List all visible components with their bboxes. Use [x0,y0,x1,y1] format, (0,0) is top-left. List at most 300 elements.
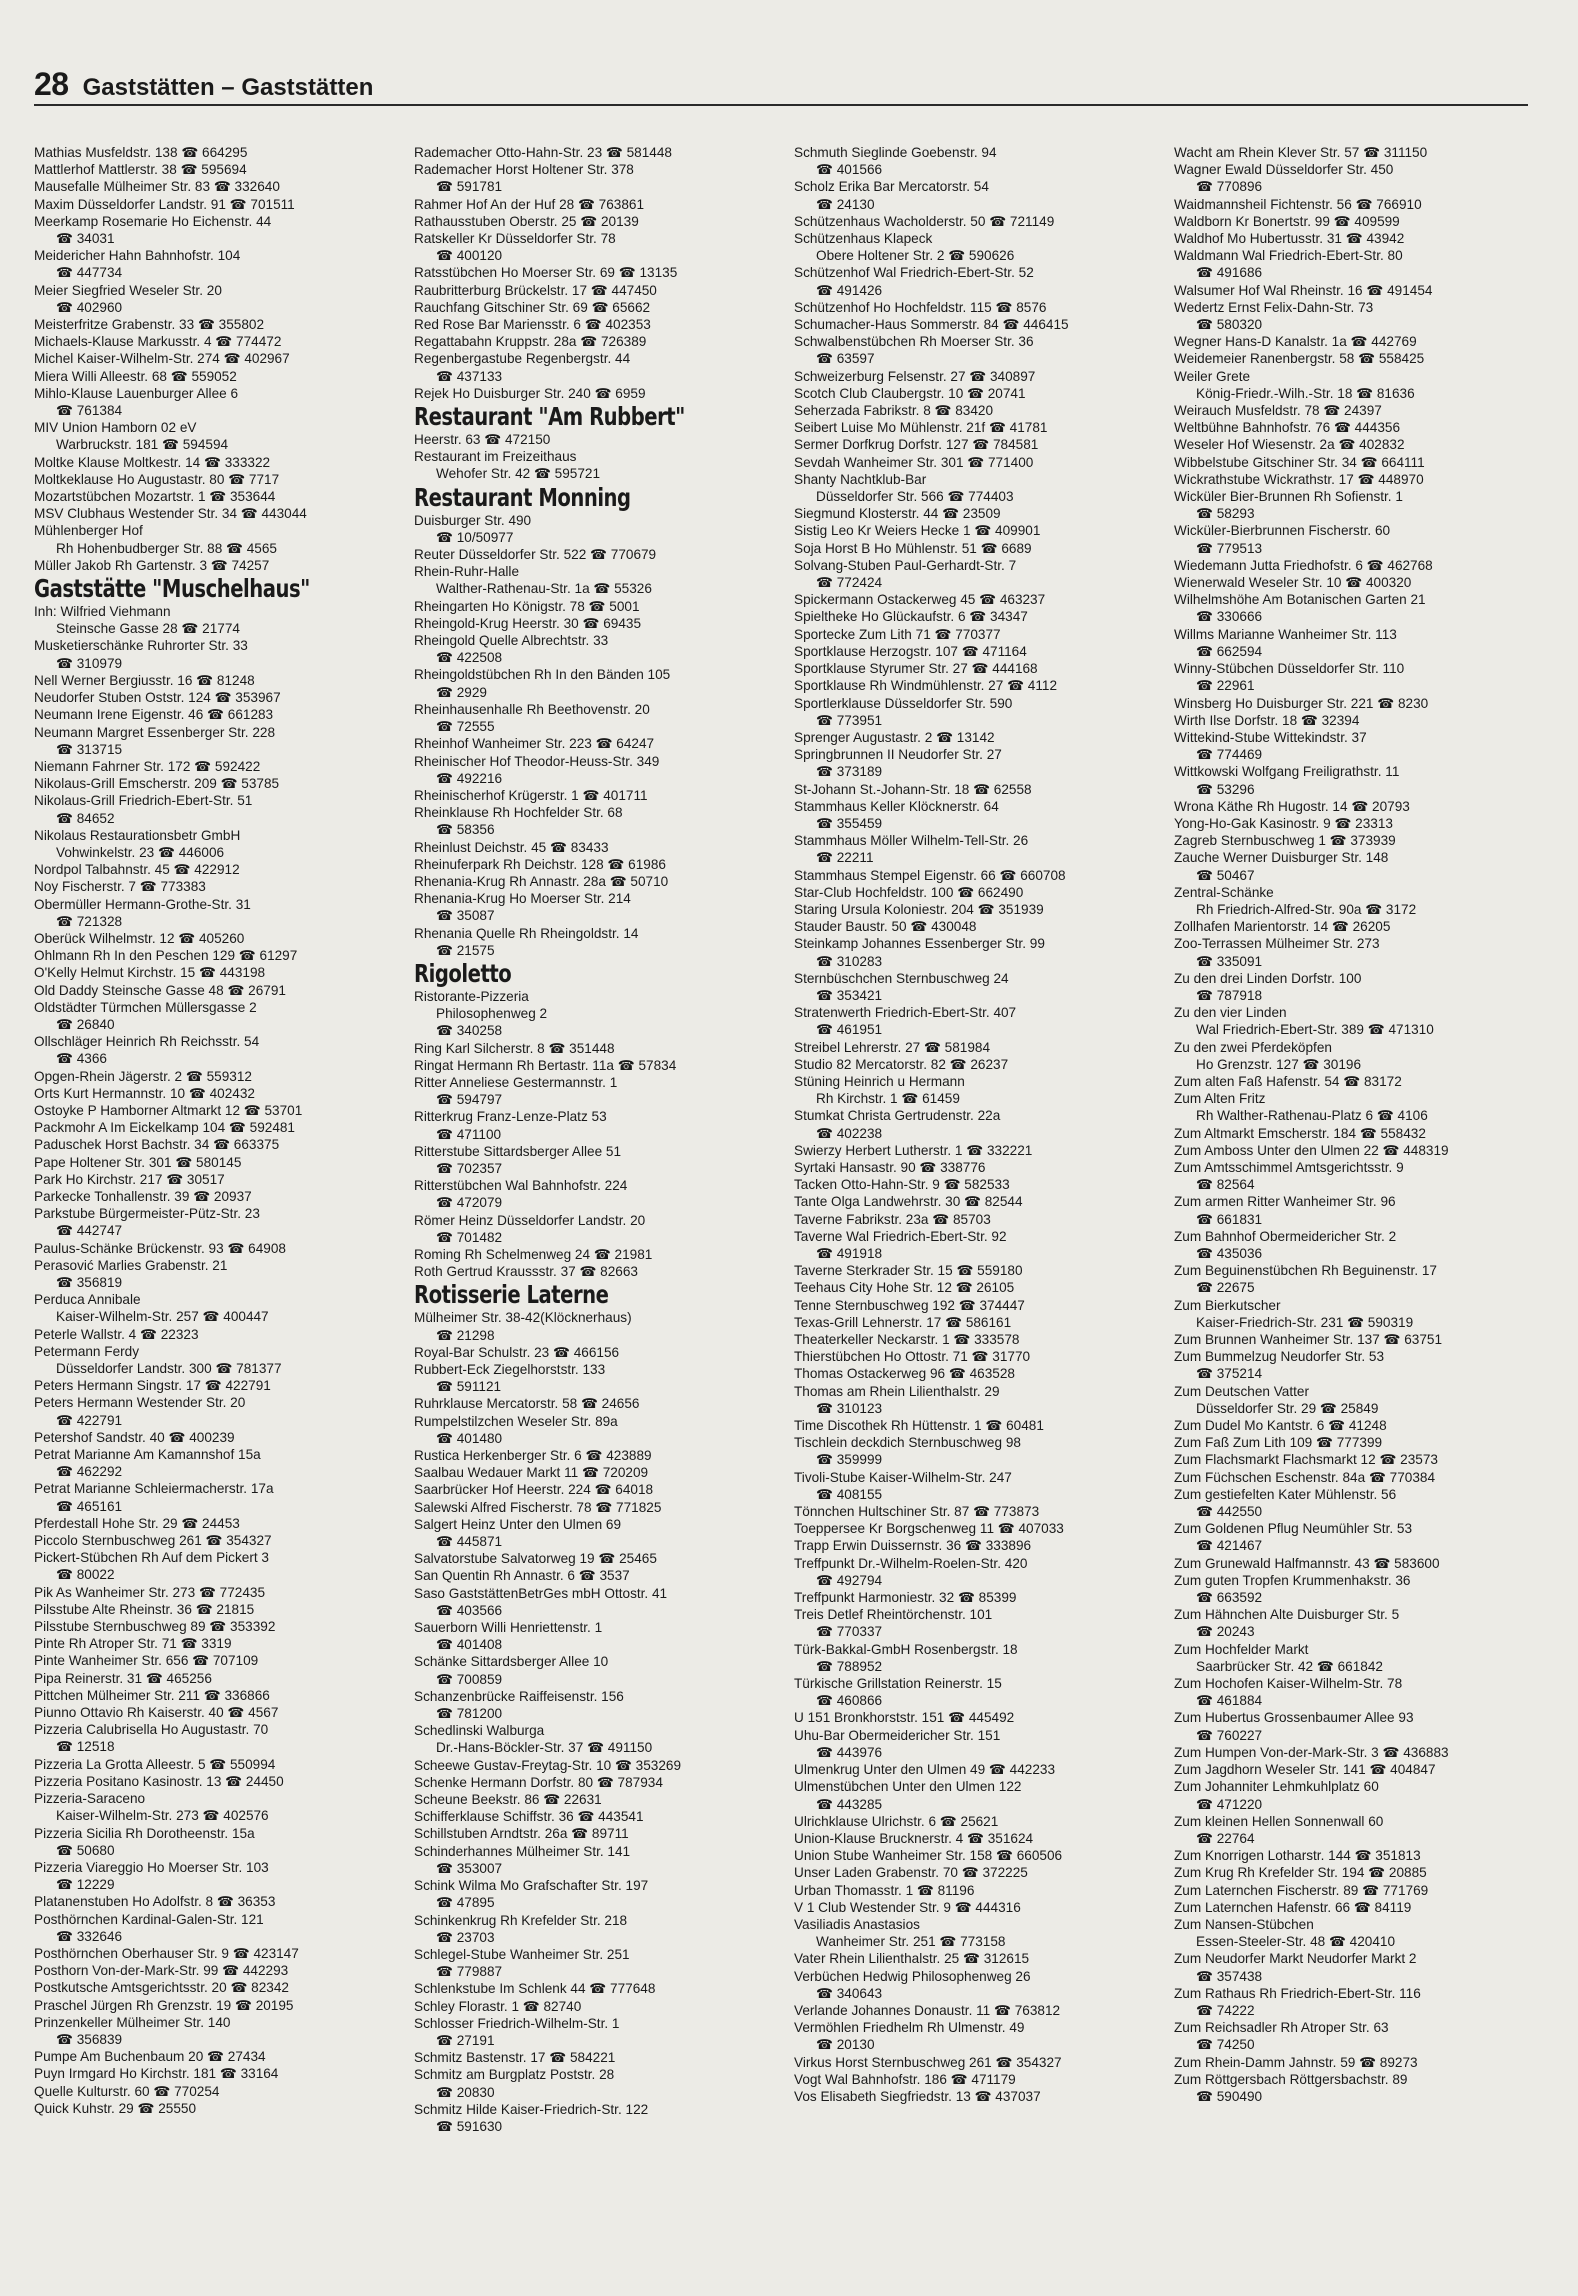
listing-entry: V 1 Club Westender Str. 9 ☎ 444316 [794,1899,1021,1915]
listing-entry-continuation: ☎ 421467 [1196,1538,1263,1554]
listing-entry: Wicküler Bier-Brunnen Rh Sofienstr. 1 [1174,489,1403,505]
listing-entry: Perasović Marlies Grabenstr. 21 [34,1257,228,1273]
listing-entry: Ulrichklause Ulrichstr. 6 ☎ 25621 [794,1813,999,1829]
listing-entry: Star-Club Hochfeldstr. 100 ☎ 662490 [794,884,1024,900]
listing-entry: Schenke Hermann Dorfstr. 80 ☎ 787934 [414,1774,663,1790]
listing-entry: Stüning Heinrich u Hermann [794,1073,965,1089]
listing-entry: Piunno Ottavio Rh Kaiserstr. 40 ☎ 4567 [34,1705,279,1721]
listing-entry-continuation: ☎ 80022 [56,1567,115,1583]
listing-entry: Stammhaus Möller Wilhelm-Tell-Str. 26 [794,833,1029,849]
listing-entry: Mattlerhof Mattlerstr. 38 ☎ 595694 [34,162,247,178]
listing-entry: Miera Willi Alleestr. 68 ☎ 559052 [34,368,237,384]
listing-entry: Rheingold Quelle Albrechtstr. 33 [414,633,609,649]
listing-entry: Zum Altmarkt Emscherstr. 184 ☎ 558432 [1174,1125,1426,1141]
listing-entry: Old Daddy Steinsche Gasse 48 ☎ 26791 [34,982,286,998]
listing-entry: Tenne Sternbuschweg 192 ☎ 374447 [794,1297,1025,1313]
listing-entry-continuation: ☎ 58293 [1196,506,1255,522]
listing-entry: Rheinischer Hof Theodor-Heuss-Str. 349 [414,753,660,769]
listing-entry: Schley Florastr. 1 ☎ 82740 [414,1998,582,2014]
listing-entry: Parkecke Tonhallenstr. 39 ☎ 20937 [34,1188,252,1204]
listing-entry: Mozartstübchen Mozartstr. 1 ☎ 353644 [34,489,276,505]
listing-entry-continuation: ☎ 443976 [816,1744,883,1760]
listing-entry-continuation: ☎ 340258 [436,1023,503,1039]
listing-entry: Vater Rhein Lilienthalstr. 25 ☎ 312615 [794,1951,1030,1967]
listing-entry: Paduschek Horst Bachstr. 34 ☎ 663375 [34,1137,280,1153]
listing-entry: Zauche Werner Duisburger Str. 148 [1174,850,1389,866]
listing-entry: Peters Hermann Westender Str. 20 [34,1395,246,1411]
listing-entry: Schinkenkrug Rh Krefelder Str. 218 [414,1912,628,1928]
display-ad-heading: Gaststätte "Muschelhaus" [34,574,310,604]
listing-entry: Wegner Hans-D Kanalstr. 1a ☎ 442769 [1174,334,1417,350]
listing-entry: Schanzenbrücke Raiffeisenstr. 156 [414,1688,624,1704]
listing-entry: Wibbelstube Gitschiner Str. 34 ☎ 664111 [1174,454,1425,470]
listing-entry: Nikolaus-Grill Emscherstr. 209 ☎ 53785 [34,776,280,792]
listing-entry-continuation: ☎ 310283 [816,953,883,969]
listing-entry: Ring Karl Silcherstr. 8 ☎ 351448 [414,1040,615,1056]
listing-entry-continuation: Dr.-Hans-Böckler-Str. 37 ☎ 491150 [436,1740,653,1756]
listing-entry-continuation: ☎ 74222 [1196,2002,1255,2018]
page-header [34,66,1528,106]
listing-entry-continuation: Kaiser-Wilhelm-Str. 273 ☎ 402576 [56,1808,269,1824]
display-ad-heading: Rotisserie Laterne [414,1280,609,1310]
listing-entry: Weiler Grete [1174,368,1251,384]
listing-entry: Zum Hochfelder Markt [1174,1641,1309,1657]
listing-entry-continuation: ☎ 20130 [816,2037,875,2053]
directory-columns [34,144,1534,2264]
listing-entry-continuation: ☎ 375214 [1196,1366,1263,1382]
listing-entry: Rhenania-Krug Rh Annastr. 28a ☎ 50710 [414,873,669,889]
listing-entry-continuation: Obere Holtener Str. 2 ☎ 590626 [816,248,1015,264]
listing-entry-continuation: ☎ 770896 [1196,179,1263,195]
listing-entry: Peters Hermann Singstr. 17 ☎ 422791 [34,1378,271,1394]
listing-entry: Zum Neudorfer Markt Neudorfer Markt 2 [1174,1951,1417,1967]
listing-entry: Zu den drei Linden Dorfstr. 100 [1174,970,1362,986]
listing-entry-continuation: ☎ 787918 [1196,987,1263,1003]
listing-entry: Saalbau Wedauer Markt 11 ☎ 720209 [414,1465,649,1481]
listing-entry-continuation: Düsseldorfer Str. 29 ☎ 25849 [1196,1400,1379,1416]
listing-entry-continuation: ☎ 591630 [436,2118,503,2134]
listing-entry-continuation: ☎ 443285 [816,1796,883,1812]
listing-entry: Sportklause Herzogstr. 107 ☎ 471164 [794,643,1027,659]
listing-entry-continuation: ☎ 12229 [56,1877,115,1893]
listing-entry: Sportklause Styrumer Str. 27 ☎ 444168 [794,661,1038,677]
listing-entry: Nell Werner Bergiusstr. 16 ☎ 81248 [34,672,255,688]
listing-entry-continuation: ☎ 580320 [1196,317,1263,333]
listing-entry: Müller Jakob Rh Gartenstr. 3 ☎ 74257 [34,557,270,573]
listing-entry: Rhenania-Krug Ho Moerser Str. 214 [414,891,631,907]
listing-entry: Zum gestiefelten Kater Mühlenstr. 56 [1174,1486,1397,1502]
listing-entry: Obermüller Hermann-Grothe-Str. 31 [34,896,251,912]
listing-entry: Oberück Wilhelmstr. 12 ☎ 405260 [34,930,245,946]
listing-entry: Trapp Erwin Duissernstr. 36 ☎ 333896 [794,1538,1032,1554]
listing-entry: Winsberg Ho Duisburger Str. 221 ☎ 8230 [1174,695,1429,711]
listing-entry: Willms Marianne Wanheimer Str. 113 [1174,626,1397,642]
listing-entry: Zum Laternchen Fischerstr. 89 ☎ 771769 [1174,1882,1429,1898]
listing-entry: Zum Röttgersbach Röttgersbachstr. 89 [1174,2071,1408,2087]
listing-entry: Rademacher Otto-Hahn-Str. 23 ☎ 581448 [414,145,672,160]
listing-entry: Weidemeier Ranenbergstr. 58 ☎ 558425 [1174,351,1425,367]
listing-entry: Rubbert-Eck Ziegelhorststr. 133 [414,1362,606,1377]
listing-entry: MSV Clubhaus Westender Str. 34 ☎ 443044 [34,506,307,522]
listing-entry: Zoo-Terrassen Mülheimer Str. 273 [1174,936,1380,952]
listing-entry: Taverne Fabrikstr. 23a ☎ 85703 [794,1211,991,1227]
listing-entry-continuation: ☎ 594797 [436,1092,503,1108]
listing-entry: Nikolaus-Grill Friedrich-Ebert-Str. 51 [34,793,253,809]
listing-entry: Wienerwald Weseler Str. 10 ☎ 400320 [1174,575,1412,591]
listing-entry-continuation: Wehofer Str. 42 ☎ 595721 [436,466,601,482]
listing-entry: Meidericher Hahn Bahnhofstr. 104 [34,248,241,264]
listing-entry: Pizzeria La Grotta Alleestr. 5 ☎ 550994 [34,1756,276,1772]
listing-entry: Springbrunnen II Neudorfer Str. 27 [794,747,1002,763]
listing-entry: Pizzeria Viareggio Ho Moerser Str. 103 [34,1859,269,1875]
listing-entry: MIV Union Hamborn 02 eV [34,420,197,436]
listing-entry: Scheewe Gustav-Freytag-Str. 10 ☎ 353269 [414,1757,682,1773]
listing-entry: Neumann Margret Essenberger Str. 228 [34,724,276,740]
listing-entry: Meisterfritze Grabenstr. 33 ☎ 355802 [34,317,265,333]
listing-entry-continuation: ☎ 21298 [436,1327,495,1343]
listing-entry: Packmohr A Im Eickelkamp 104 ☎ 592481 [34,1120,295,1136]
listing-entry-continuation: ☎ 50680 [56,1842,115,1858]
listing-entry-continuation: ☎ 50467 [1196,867,1255,883]
listing-entry-continuation: Vohwinkelstr. 23 ☎ 446006 [56,844,225,860]
listing-entry: Schink Wilma Mo Grafschafter Str. 197 [414,1878,649,1894]
listing-entry: Zum Humpen Von-der-Mark-Str. 3 ☎ 436883 [1174,1744,1449,1760]
listing-entry-continuation: ☎ 357438 [1196,1968,1263,1984]
listing-entry: Neudorfer Stuben Oststr. 124 ☎ 353967 [34,690,281,706]
listing-entry: Zum Bahnhof Obermeidericher Str. 2 [1174,1228,1397,1244]
listing-entry: Zum Bierkutscher [1174,1297,1281,1313]
listing-entry: Zum Knorrigen Lotharstr. 144 ☎ 351813 [1174,1848,1421,1864]
listing-entry-continuation: ☎ 779887 [436,1964,503,1980]
listing-entry: Wicküler-Bierbrunnen Fischerstr. 60 [1174,523,1391,539]
listing-entry-continuation: ☎ 770337 [816,1624,883,1640]
listing-entry-continuation: Kaiser-Friedrich-Str. 231 ☎ 590319 [1196,1314,1414,1330]
listing-entry: Rheingarten Ho Königstr. 78 ☎ 5001 [414,598,640,614]
listing-entry: Sternbüschchen Sternbuschweg 24 [794,970,1009,986]
listing-entry-continuation: ☎ 355459 [816,815,883,831]
listing-entry: Niemann Fahrner Str. 172 ☎ 592422 [34,758,261,774]
listing-entry: Saarbrücker Hof Heerstr. 224 ☎ 64018 [414,1482,654,1498]
listing-entry-continuation: Düsseldorfer Landstr. 300 ☎ 781377 [56,1361,282,1377]
listing-entry-continuation: ☎ 401408 [436,1637,503,1653]
listing-entry: Streibel Lehrerstr. 27 ☎ 581984 [794,1039,991,1055]
listing-entry: Uhu-Bar Obermeidericher Str. 151 [794,1727,1001,1743]
listing-entry-continuation: ☎ 35087 [436,908,495,924]
listing-entry: Verbüchen Hedwig Philosophenweg 26 [794,1968,1031,1984]
listing-entry: Pinte Wanheimer Str. 656 ☎ 707109 [34,1653,259,1669]
listing-entry: Shanty Nachtklub-Bar [794,471,927,487]
listing-entry: Prinzenkeller Mülheimer Str. 140 [34,2014,231,2030]
listing-entry: Zum Flachsmarkt Flachsmarkt 12 ☎ 23573 [1174,1452,1438,1468]
listing-entry: Vogt Wal Bahnhofstr. 186 ☎ 471179 [794,2071,1016,2087]
listing-entry: Schlosser Friedrich-Wilhelm-Str. 1 [414,2015,620,2031]
listing-entry-continuation: ☎ 403566 [436,1602,503,1618]
listing-entry: Perduca Annibale [34,1292,141,1308]
listing-entry-continuation: Rh Friedrich-Alfred-Str. 90a ☎ 3172 [1196,901,1417,917]
listing-entry: Rejek Ho Duisburger Str. 240 ☎ 6959 [414,385,646,401]
listing-entry-continuation: ☎ 359999 [816,1452,883,1468]
listing-entry: Ratsstübchen Ho Moerser Str. 69 ☎ 13135 [414,265,678,281]
listing-entry-continuation: ☎ 82564 [1196,1177,1255,1193]
listing-entry: Unser Laden Grabenstr. 70 ☎ 372225 [794,1865,1028,1881]
listing-entry: Roth Gertrud Kraussstr. 37 ☎ 82663 [414,1264,638,1280]
listing-entry: Ulmenstübchen Unter den Ulmen 122 [794,1779,1022,1795]
listing-entry: Waidmannsheil Fichtenstr. 56 ☎ 766910 [1174,196,1422,212]
listing-entry: Taverne Sterkrader Str. 15 ☎ 559180 [794,1263,1023,1279]
listing-entry: Zum Bummelzug Neudorfer Str. 53 [1174,1349,1385,1365]
listing-entry: Posthörnchen Kardinal-Galen-Str. 121 [34,1911,264,1927]
listing-entry: Nordpol Talbahnstr. 45 ☎ 422912 [34,862,240,878]
listing-entry: Schedlinski Walburga [414,1723,545,1739]
listing-entry: Musketierschänke Ruhrorter Str. 33 [34,638,248,654]
listing-entry: Moltkeklause Ho Augustastr. 80 ☎ 7717 [34,471,280,487]
listing-entry-continuation: ☎ 492216 [436,770,503,786]
listing-entry-continuation: ☎ 772424 [816,575,883,591]
listing-entry-continuation: Wal Friedrich-Ebert-Str. 389 ☎ 471310 [1196,1022,1434,1038]
listing-entry: Quick Kuhstr. 29 ☎ 25550 [34,2100,197,2116]
listing-entry: Zum Krug Rh Krefelder Str. 194 ☎ 20885 [1174,1865,1427,1881]
listing-entry: Schumacher-Haus Sommerstr. 84 ☎ 446415 [794,317,1069,333]
listing-entry: Wittkowski Wolfgang Freiligrathstr. 11 [1174,764,1400,780]
listing-entry-continuation: ☎ 74250 [1196,2037,1255,2053]
listing-entry: Zum Alten Fritz [1174,1091,1266,1107]
listing-entry-continuation: Essen-Steeler-Str. 48 ☎ 420410 [1196,1934,1396,1950]
listing-entry-continuation: ☎ 24130 [816,196,875,212]
listing-entry-continuation: ☎ 461884 [1196,1693,1263,1709]
listing-entry-continuation: ☎ 462292 [56,1464,123,1480]
listing-entry: Wiedemann Jutta Friedhofstr. 6 ☎ 462768 [1174,557,1433,573]
listing-entry: Tante Olga Landwehrstr. 30 ☎ 82544 [794,1194,1023,1210]
listing-entry: Schmuth Sieglinde Goebenstr. 94 [794,145,997,160]
listing-entry: Schifferklause Schiffstr. 36 ☎ 443541 [414,1809,644,1825]
listing-entry: Zu den zwei Pferdeköpfen [1174,1039,1332,1055]
listing-entry: Zum Reichsadler Rh Atroper Str. 63 [1174,2020,1389,2036]
listing-entry: Zum Beguinenstübchen Rh Beguinenstr. 17 [1174,1263,1437,1279]
listing-entry: Pik As Wanheimer Str. 273 ☎ 772435 [34,1584,266,1600]
listing-entry: Salewski Alfred Fischerstr. 78 ☎ 771825 [414,1499,662,1515]
listing-entry: San Quentin Rh Annastr. 6 ☎ 3537 [414,1568,630,1584]
listing-entry-continuation: ☎ 34031 [56,231,115,247]
listing-entry: Zum Amtsschimmel Amtsgerichtsstr. 9 [1174,1159,1404,1175]
listing-entry: Raubritterburg Brückelstr. 17 ☎ 447450 [414,282,657,298]
listing-entry-continuation: ☎ 442747 [56,1223,123,1239]
listing-entry: Syrtaki Hansastr. 90 ☎ 338776 [794,1159,986,1175]
listing-entry: Schützenhaus Wacholderstr. 50 ☎ 721149 [794,213,1055,229]
listing-entry: Wickrathstube Wickrathstr. 17 ☎ 448970 [1174,471,1424,487]
listing-entry-continuation: ☎ 662594 [1196,643,1263,659]
listing-entry: Wacht am Rhein Klever Str. 57 ☎ 311150 [1174,145,1428,160]
listing-entry: Zagreb Sternbuschweg 1 ☎ 373939 [1174,833,1396,849]
listing-entry: Zu den vier Linden [1174,1005,1287,1021]
listing-entry: Zum Rathaus Rh Friedrich-Ebert-Str. 116 [1174,1985,1421,2001]
listing-entry: Zum Grunewald Halfmannstr. 43 ☎ 583600 [1174,1555,1440,1571]
listing-entry: Türkische Grillstation Reinerstr. 15 [794,1676,1002,1692]
listing-entry-continuation: Wanheimer Str. 251 ☎ 773158 [816,1934,1006,1950]
listing-entry: Zum Dudel Mo Kantstr. 6 ☎ 41248 [1174,1418,1387,1434]
listing-entry-continuation: ☎ 84652 [56,810,115,826]
listing-entry: Pizzeria Sicilia Rh Dorotheenstr. 15a [34,1825,255,1841]
listing-entry-continuation: Warbruckstr. 181 ☎ 594594 [56,437,229,453]
directory-column-1 [34,144,396,2264]
listing-entry-continuation: Düsseldorfer Str. 566 ☎ 774403 [816,489,1014,505]
listing-entry: Schmitz am Burgplatz Poststr. 28 [414,2067,615,2083]
listing-entry: Mihlo-Klause Lauenburger Allee 6 [34,385,239,401]
listing-entry: Ristorante-Pizzeria [414,988,529,1004]
listing-entry-continuation: ☎ 310979 [56,655,123,671]
listing-entry: Ohlmann Rh In den Peschen 129 ☎ 61297 [34,948,298,964]
listing-entry: Schinderhannes Mülheimer Str. 141 [414,1843,631,1859]
listing-entry: O'Kelly Helmut Kirchstr. 15 ☎ 443198 [34,965,266,981]
listing-entry: Soja Horst B Ho Mühlenstr. 51 ☎ 6689 [794,540,1032,556]
listing-entry: Sportlerklause Düsseldorfer Str. 590 [794,695,1013,711]
listing-entry-continuation: ☎ 465161 [56,1498,123,1514]
listing-entry-continuation: ☎ 761384 [56,403,123,419]
listing-entry: Wagner Ewald Düsseldorfer Str. 450 [1174,162,1394,178]
listing-entry-continuation: ☎ 313715 [56,741,123,757]
listing-entry: Walsumer Hof Wal Rheinstr. 16 ☎ 491454 [1174,282,1433,298]
listing-entry: Zum Amboss Unter den Ulmen 22 ☎ 448319 [1174,1142,1449,1158]
listing-entry-continuation: ☎ 461951 [816,1022,883,1038]
listing-entry-continuation: ☎ 53296 [1196,781,1255,797]
listing-entry: Thomas Ostackerweg 96 ☎ 463528 [794,1366,1015,1382]
listing-entry: Texas-Grill Lehnerstr. 17 ☎ 586161 [794,1314,1012,1330]
listing-entry: Nikolaus Restaurationsbetr GmbH [34,827,241,843]
listing-entry: Römer Heinz Düsseldorfer Landstr. 20 [414,1212,646,1228]
listing-entry-continuation: ☎ 445871 [436,1534,503,1550]
listing-entry-continuation: ☎ 72555 [436,719,495,735]
listing-entry: Schützenhof Ho Hochfeldstr. 115 ☎ 8576 [794,299,1047,315]
listing-entry-continuation: ☎ 721328 [56,913,123,929]
listing-entry-continuation: ☎ 340643 [816,1985,883,2001]
listing-entry: Ostoyke P Hamborner Altmarkt 12 ☎ 53701 [34,1102,303,1118]
listing-entry-continuation: ☎ 4366 [56,1051,107,1067]
listing-entry: Rheingold-Krug Heerstr. 30 ☎ 69435 [414,615,642,631]
listing-entry: Scotch Club Claubergstr. 10 ☎ 20741 [794,385,1026,401]
listing-entry: Wedertz Ernst Felix-Dahn-Str. 73 [1174,299,1374,315]
listing-entry-continuation: ☎ 2929 [436,684,487,700]
listing-entry: Pittchen Mülheimer Str. 211 ☎ 336866 [34,1687,270,1703]
listing-entry-continuation: ☎ 700859 [436,1671,503,1687]
listing-entry: Red Rose Bar Mariensstr. 6 ☎ 402353 [414,317,651,333]
listing-entry: Zum Füchschen Eschenstr. 84a ☎ 770384 [1174,1469,1436,1485]
listing-entry: Restaurant im Freizeithaus [414,449,577,465]
listing-entry: Treis Detlef Rheintörchenstr. 101 [794,1607,993,1623]
listing-entry: Vos Elisabeth Siegfriedstr. 13 ☎ 437037 [794,2088,1041,2104]
listing-entry-continuation: ☎ 335091 [1196,953,1263,969]
listing-entry: Pizzeria Calubrisella Ho Augustastr. 70 [34,1722,269,1738]
listing-entry: Saso GaststättenBetrGes mbH Ottostr. 41 [414,1585,668,1601]
listing-entry: Praschel Jürgen Rh Grenzstr. 19 ☎ 20195 [34,1997,294,2013]
listing-entry: Regenbergastube Regenbergstr. 44 [414,351,631,367]
listing-entry: Zum Johanniter Lehmkuhlplatz 60 [1174,1779,1379,1795]
listing-entry: Weirauch Musfeldstr. 78 ☎ 24397 [1174,403,1382,419]
listing-entry: Waldmann Wal Friedrich-Ebert-Str. 80 [1174,248,1403,264]
listing-entry-continuation: ☎ 332646 [56,1928,123,1944]
listing-entry: Teehaus City Hohe Str. 12 ☎ 26105 [794,1280,1015,1296]
listing-entry-continuation: ☎ 58356 [436,822,495,838]
listing-entry: Ringat Hermann Rh Bertastr. 11a ☎ 57834 [414,1057,677,1073]
listing-entry: Rheinhof Wanheimer Str. 223 ☎ 64247 [414,736,655,752]
listing-entry-continuation: ☎ 402960 [56,299,123,315]
listing-entry: Zum armen Ritter Wanheimer Str. 96 [1174,1194,1396,1210]
listing-entry-continuation: ☎ 491686 [1196,265,1263,281]
listing-entry: Tivoli-Stube Kaiser-Wilhelm-Str. 247 [794,1469,1012,1485]
listing-entry: Noy Fischerstr. 7 ☎ 773383 [34,879,206,895]
listing-entry: Rheingoldstübchen Rh In den Bänden 105 [414,667,671,683]
listing-entry-continuation: ☎ 310123 [816,1400,883,1416]
listing-entry: Wilhelmshöhe Am Botanischen Garten 21 [1174,592,1426,608]
listing-entry: Thomas am Rhein Lilienthalstr. 29 [794,1383,1000,1399]
listing-entry-continuation: Ho Grenzstr. 127 ☎ 30196 [1196,1056,1362,1072]
listing-entry: Sauerborn Willi Henriettenstr. 1 [414,1620,603,1636]
listing-entry-continuation: ☎ 401566 [816,162,883,178]
listing-entry: Rahmer Hof An der Huf 28 ☎ 763861 [414,196,645,212]
listing-entry: Ulmenkrug Unter den Ulmen 49 ☎ 442233 [794,1762,1056,1778]
listing-entry: Wrona Käthe Rh Hugostr. 14 ☎ 20793 [1174,798,1410,814]
listing-entry: Piccolo Sternbuschweg 261 ☎ 354327 [34,1533,272,1549]
listing-entry: Spickermann Ostackerweg 45 ☎ 463237 [794,592,1046,608]
listing-entry: Vermöhlen Friedhelm Rh Ulmenstr. 49 [794,2020,1025,2036]
listing-entry-continuation: ☎ 471100 [436,1126,502,1142]
listing-entry: Zum Hochofen Kaiser-Wilhelm-Str. 78 [1174,1676,1403,1692]
listing-entry-continuation: ☎ 491918 [816,1246,883,1261]
listing-entry: Pipa Reinerstr. 31 ☎ 465256 [34,1670,212,1686]
listing-entry: Mathias Musfeldstr. 138 ☎ 664295 [34,145,248,160]
listing-entry: Toeppersee Kr Borgschenweg 11 ☎ 407033 [794,1521,1064,1537]
listing-entry-continuation: ☎ 356839 [56,2031,123,2047]
listing-entry: Mühlenberger Hof [34,523,143,539]
listing-entry: Time Discothek Rh Hüttenstr. 1 ☎ 60481 [794,1418,1044,1434]
listing-entry-continuation: Steinsche Gasse 28 ☎ 21774 [56,621,240,637]
listing-entry: Zum guten Tropfen Krummenhakstr. 36 [1174,1572,1411,1588]
display-ad-heading: Restaurant "Am Rubbert" [414,402,685,432]
listing-entry: Union Stube Wanheimer Str. 158 ☎ 660506 [794,1848,1063,1864]
listing-entry: Stratenwerth Friedrich-Ebert-Str. 407 [794,1005,1017,1021]
listing-entry: Pizzeria Positano Kasinostr. 13 ☎ 24450 [34,1773,284,1789]
listing-entry-continuation: ☎ 63597 [816,351,875,367]
listing-entry: Winny-Stübchen Düsseldorfer Str. 110 [1174,661,1405,677]
listing-entry-continuation: Rh Kirchstr. 1 ☎ 61459 [816,1091,960,1107]
listing-entry: Seibert Luise Mo Mühlenstr. 21f ☎ 41781 [794,420,1048,436]
listing-entry: Studio 82 Mercatorstr. 82 ☎ 26237 [794,1056,1009,1072]
listing-entry: Michel Kaiser-Wilhelm-Str. 274 ☎ 402967 [34,351,290,367]
listing-entry-continuation: ☎ 373189 [816,764,883,780]
listing-entry: Zum Hähnchen Alte Duisburger Str. 5 [1174,1607,1400,1623]
listing-entry-continuation: ☎ 781200 [436,1706,503,1722]
listing-entry-continuation: Saarbrücker Str. 42 ☎ 661842 [1196,1658,1383,1674]
listing-entry: Weseler Hof Wiesenstr. 2a ☎ 402832 [1174,437,1405,453]
page-number: 28 [34,66,69,102]
listing-entry-continuation: ☎ 701482 [436,1229,503,1245]
listing-entry: Urban Thomasstr. 1 ☎ 81196 [794,1882,975,1898]
listing-entry: Rheinischerhof Krügerstr. 1 ☎ 401711 [414,787,648,803]
listing-entry-continuation: ☎ 422791 [56,1412,123,1428]
listing-entry: Roming Rh Schelmenweg 24 ☎ 21981 [414,1246,653,1262]
listing-entry: Pferdestall Hohe Str. 29 ☎ 24453 [34,1515,240,1531]
listing-entry: Ratskeller Kr Düsseldorfer Str. 78 [414,231,616,247]
listing-entry: Mausefalle Mülheimer Str. 83 ☎ 332640 [34,179,280,195]
listing-entry: Royal-Bar Schulstr. 23 ☎ 466156 [414,1344,620,1360]
listing-entry: Zum alten Faß Hafenstr. 54 ☎ 83172 [1174,1073,1402,1089]
listing-entry: Pilsstube Sternbuschweg 89 ☎ 353392 [34,1619,276,1635]
listing-entry: Staring Ursula Koloniestr. 204 ☎ 351939 [794,901,1044,917]
listing-entry: Moltke Klause Moltkestr. 14 ☎ 333322 [34,454,271,470]
listing-entry-continuation: König-Friedr.-Wilh.-Str. 18 ☎ 81636 [1196,385,1415,401]
listing-entry: Rustica Herkenberger Str. 6 ☎ 423889 [414,1448,652,1464]
listing-entry: Pape Holtener Str. 301 ☎ 580145 [34,1154,242,1170]
listing-entry: Pizzeria-Saraceno [34,1791,146,1807]
listing-entry: Heerstr. 63 ☎ 472150 [414,432,551,448]
